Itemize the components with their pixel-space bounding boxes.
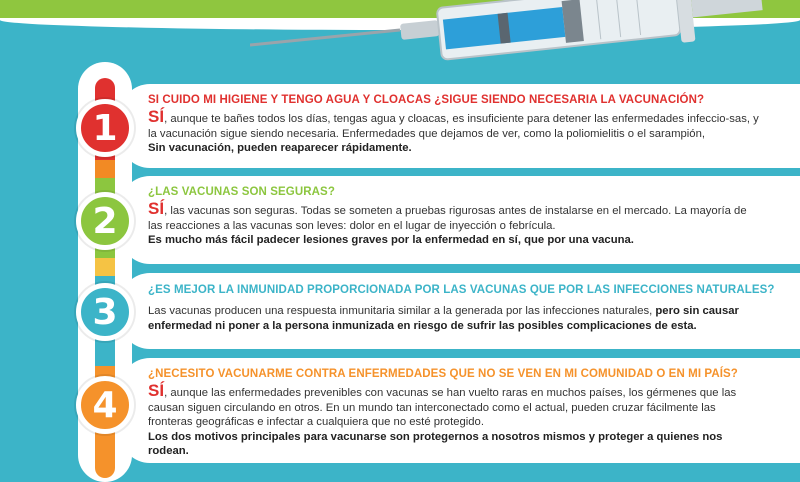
si-1: SÍ: [148, 107, 165, 126]
badge-4: 4: [76, 376, 134, 434]
answer-2-bold: Es mucho más fácil padecer lesiones graves por la enfermedad en sí, que por una vacuna.: [148, 234, 634, 247]
question-4: ¿NECESITO VACUNARME CONTRA ENFERMEDADES QUE NO SE VEN EN MI COMUNIDAD O EN MI PAÍS?: [148, 368, 738, 380]
answer-3-bold: pero sin causar enfermedad ni poner a la persona inmunizada en riesgo de sufrir las posibles complicaciones de esta.: [148, 305, 739, 332]
badge-3: 3: [76, 283, 134, 341]
question-2: ¿LAS VACUNAS SON SEGURAS?: [148, 186, 335, 198]
badge-2: 2: [76, 192, 134, 250]
answer-2: SÍ, las vacunas son seguras. Todas se someten a pruebas rigurosas antes de instalarse en el mercado. La mayoría de las reacciones a las vacunas son leves: dolor en el lugar de inyección o febrícula. Es mucho más fácil padecer lesiones graves por la enfermedad en sí, que por una vacuna.: [148, 199, 747, 247]
answer-1-bold: Sin vacunación, pueden reaparecer rápidamente.: [148, 142, 412, 155]
question-3: ¿ES MEJOR LA INMUNIDAD PROPORCIONADA POR LAS VACUNAS QUE POR LAS INFECCIONES NATURALES?: [148, 284, 775, 296]
answer-4: SÍ, aunque las enfermedades prevenibles con vacunas se han vuelto raras en muchos países, los gérmenes que las causan siguen circulando en otros. En un mundo tan interconectado como el actual, pueden cruzar fácilmente las fronteras geográficas e infectar a cualquiera que no esté protegido. Los dos motivos principales para vacunarse son protegernos a nosotros mismos y proteger a quienes nos rodean.: [148, 381, 737, 458]
answer-4-bold: Los dos motivos principales para vacunarse son protegernos a nosotros mismos y proteger a quienes nos rodean.: [148, 430, 723, 458]
faq-card-3: [120, 273, 800, 349]
si-2: SÍ: [148, 199, 165, 218]
faq-card-1: [120, 84, 800, 168]
syringe-icon: [250, 0, 800, 80]
faq-card-4: [120, 358, 800, 463]
question-1: SI CUIDO MI HIGIENE Y TENGO AGUA Y CLOACAS ¿SIGUE SIENDO NECESARIA LA VACUNACIÓN?: [148, 94, 705, 106]
badge-1: 1: [76, 99, 134, 157]
faq-card-2: [120, 176, 800, 264]
answer-3: Las vacunas producen una respuesta inmunitaria similar a la generada por las infecciones naturales, pero sin causar enfermedad ni poner a la persona inmunizada en riesgo de sufrir las posibles complicaciones de esta.: [148, 305, 739, 332]
si-4: SÍ: [148, 381, 165, 400]
answer-1: SÍ, aunque te bañes todos los días, tengas agua y cloacas, es insuficiente para detener las enfermedades infeccio-sas, y la vacunación sigue siendo necesaria. Enfermedades que dejamos de ver, como la poliomielitis o el sarampión, Sin vacunación, pueden reaparecer rápidamente.: [148, 107, 759, 155]
